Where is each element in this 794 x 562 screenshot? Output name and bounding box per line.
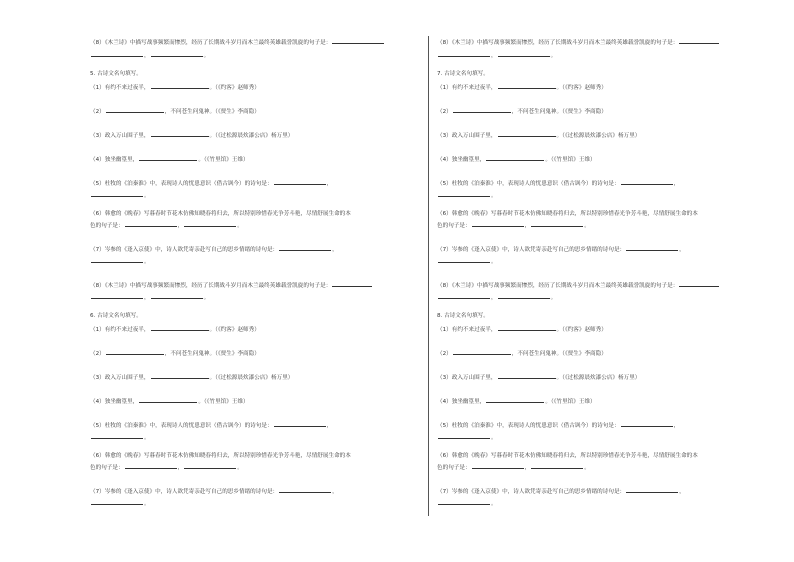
answer-blank[interactable] — [679, 281, 719, 287]
question-5-5-cont: 。 — [90, 191, 150, 200]
answer-blank[interactable] — [438, 257, 490, 263]
question-8-prompt: （8）《木兰诗》中描写战事频繁而惨烈，经历了长期战斗岁月而木兰最终英雄载誉凯旋的句子是： — [90, 38, 385, 47]
answer-blank[interactable] — [91, 191, 143, 197]
answer-blank[interactable] — [151, 293, 203, 299]
answer-blank[interactable] — [531, 221, 583, 227]
section-5-heading: 5. 古诗文名句填写。 — [90, 71, 142, 77]
question-6-3: （3）政入万山围子里， 。（《过松源晨炊漆公店》杨万里） — [90, 375, 294, 381]
answer-blank[interactable] — [472, 463, 524, 469]
answer-blank[interactable] — [498, 293, 550, 299]
answer-blank[interactable] — [91, 51, 143, 57]
answer-blank[interactable] — [486, 397, 544, 403]
question-5-5: （5）杜牧的《泊秦淮》中，表现诗人的忧患意识（借古讽今）的诗句是： ， — [90, 181, 333, 187]
answer-blank[interactable] — [106, 349, 164, 355]
answer-blank[interactable] — [472, 221, 524, 227]
question-5-3: （3）政入万山围子里， 。（《过松源晨炊漆公店》杨万里） — [90, 133, 294, 139]
answer-blank[interactable] — [274, 421, 326, 427]
question-7-8: （8）《木兰诗》中描写战事频繁而惨烈，经历了长期战斗岁月而木兰最终英雄载誉凯旋的句子是： — [437, 281, 720, 290]
answer-blank[interactable] — [151, 131, 209, 137]
answer-blank[interactable] — [184, 221, 236, 227]
question-6-5: （5）杜牧的《泊秦淮》中，表现诗人的忧患意识（借古讽今）的诗句是： ， — [90, 423, 333, 429]
question-6-2: （2） ，不问苍生问鬼神。（《贾生》李商隐） — [90, 351, 260, 357]
answer-blank[interactable] — [498, 373, 556, 379]
question-5-7: （7）岑参的《逢入京使》中，诗人欲凭寄亲赴写自己的思乡情绪的诗句是： ， — [90, 247, 338, 253]
section-6-heading: 6. 古诗文名句填写。 — [90, 313, 142, 319]
answer-blank[interactable] — [151, 83, 209, 89]
question-7-6-cont: 色的句子是： ， 。 — [437, 223, 590, 229]
answer-blank[interactable] — [332, 281, 372, 287]
answer-blank[interactable] — [438, 433, 490, 439]
column-divider — [428, 36, 429, 516]
question-7-1: （1）有约不来过夜半， 。（《约客》赵师秀） — [437, 85, 607, 91]
question-7-5-cont: 。 — [437, 191, 497, 200]
question-7-7: （7）岑参的《逢入京使》中，诗人欲凭寄亲赴写自己的思乡情绪的诗句是： ， — [437, 247, 685, 253]
answer-blank[interactable] — [453, 349, 511, 355]
answer-blank[interactable] — [626, 245, 678, 251]
question-5-2: （2） ，不问苍生问鬼神。（《贾生》李商隐） — [90, 109, 260, 115]
answer-blank[interactable] — [91, 293, 143, 299]
question-8-answer-line: ， 。 — [437, 51, 556, 60]
section-7-heading: 7. 古诗文名句填写。 — [437, 71, 489, 77]
answer-blank[interactable] — [151, 325, 209, 331]
question-7-7-cont: 。 — [437, 257, 497, 266]
question-5-1: （1）有约不来过夜半， 。（《约客》赵师秀） — [90, 85, 260, 91]
answer-blank[interactable] — [125, 463, 177, 469]
question-8-7: （7）岑参的《逢入京使》中，诗人欲凭寄亲赴写自己的思乡情绪的诗句是： ， — [437, 489, 685, 495]
right-column — [437, 0, 757, 562]
question-6-6-cont: 色的句子是： ， 。 — [90, 465, 243, 471]
answer-blank[interactable] — [139, 155, 197, 161]
answer-blank[interactable] — [91, 433, 143, 439]
answer-blank[interactable] — [279, 487, 331, 493]
answer-blank[interactable] — [106, 107, 164, 113]
question-8-7-cont: 。 — [437, 499, 497, 508]
question-5-8: （8）《木兰诗》中描写战事频繁而惨烈，经历了长期战斗岁月而木兰最终英雄载誉凯旋的句子是： — [90, 281, 373, 290]
answer-blank[interactable] — [531, 463, 583, 469]
answer-blank[interactable] — [91, 257, 143, 263]
answer-blank[interactable] — [91, 499, 143, 505]
answer-blank[interactable] — [184, 463, 236, 469]
answer-blank[interactable] — [139, 397, 197, 403]
question-8-5-cont: 。 — [437, 433, 497, 442]
question-6-7-cont: 。 — [90, 499, 150, 508]
question-8-6: （6）韩愈的《晚春》写暮春时节花木仿佛知晓春将归去，所以特别珍惜春光争芳斗艳，尽情舒展生命的本 — [437, 453, 698, 459]
answer-blank[interactable] — [453, 107, 511, 113]
section-8-heading: 8. 古诗文名句填写。 — [437, 313, 489, 319]
answer-blank[interactable] — [438, 499, 490, 505]
question-7-8-cont: ， 。 — [437, 293, 556, 302]
answer-blank[interactable] — [679, 38, 719, 44]
answer-blank[interactable] — [332, 38, 384, 44]
question-6-5-cont: 。 — [90, 433, 150, 442]
answer-blank[interactable] — [621, 421, 673, 427]
question-5-7-cont: 。 — [90, 257, 150, 266]
answer-blank[interactable] — [438, 191, 490, 197]
question-5-6-cont: 色的句子是： ， 。 — [90, 223, 243, 229]
answer-blank[interactable] — [498, 325, 556, 331]
question-5-4: （4）独坐幽篁里， 。（《竹里馆》王维） — [90, 157, 249, 163]
question-8-2: （2） ，不问苍生问鬼神。（《贾生》李商隐） — [437, 351, 607, 357]
answer-blank[interactable] — [626, 487, 678, 493]
question-5-6: （6）韩愈的《晚春》写暮春时节花木仿佛知晓春将归去，所以特别珍惜春光争芳斗艳，尽情舒展生命的本 — [90, 211, 351, 217]
question-7-3: （3）政入万山围子里， 。（《过松源晨炊漆公店》杨万里） — [437, 133, 641, 139]
question-7-5: （5）杜牧的《泊秦淮》中，表现诗人的忧患意识（借古讽今）的诗句是： ， — [437, 181, 680, 187]
question-7-2: （2） ，不问苍生问鬼神。（《贾生》李商隐） — [437, 109, 607, 115]
question-7-6: （6）韩愈的《晚春》写暮春时节花木仿佛知晓春将归去，所以特别珍惜春光争芳斗艳，尽情舒展生命的本 — [437, 211, 698, 217]
question-6-6: （6）韩愈的《晚春》写暮春时节花木仿佛知晓春将归去，所以特别珍惜春光争芳斗艳，尽情舒展生命的本 — [90, 453, 351, 459]
answer-blank[interactable] — [498, 51, 550, 57]
question-6-4: （4）独坐幽篁里， 。（《竹里馆》王维） — [90, 399, 249, 405]
question-8-prompt: （8）《木兰诗》中描写战事频繁而惨烈，经历了长期战斗岁月而木兰最终英雄载誉凯旋的句子是： — [437, 38, 720, 47]
question-8-4: （4）独坐幽篁里， 。（《竹里馆》王维） — [437, 399, 596, 405]
question-6-1: （1）有约不来过夜半， 。（《约客》赵师秀） — [90, 327, 260, 333]
question-8-1: （1）有约不来过夜半， 。（《约客》赵师秀） — [437, 327, 607, 333]
question-8-3: （3）政入万山围子里， 。（《过松源晨炊漆公店》杨万里） — [437, 375, 641, 381]
question-8-answer-line: ， 。 — [90, 51, 209, 60]
answer-blank[interactable] — [438, 293, 490, 299]
question-8-5: （5）杜牧的《泊秦淮》中，表现诗人的忧患意识（借古讽今）的诗句是： ， — [437, 423, 680, 429]
answer-blank[interactable] — [151, 373, 209, 379]
question-7-4: （4）独坐幽篁里， 。（《竹里馆》王维） — [437, 157, 596, 163]
answer-blank[interactable] — [151, 51, 203, 57]
answer-blank[interactable] — [438, 51, 490, 57]
answer-blank[interactable] — [125, 221, 177, 227]
left-column — [90, 0, 410, 562]
answer-blank[interactable] — [621, 179, 673, 185]
answer-blank[interactable] — [486, 155, 544, 161]
answer-blank[interactable] — [498, 131, 556, 137]
answer-blank[interactable] — [498, 83, 556, 89]
answer-blank[interactable] — [279, 245, 331, 251]
question-8-6-cont: 色的句子是： ， 。 — [437, 465, 590, 471]
question-6-7: （7）岑参的《逢入京使》中，诗人欲凭寄亲赴写自己的思乡情绪的诗句是： ， — [90, 489, 338, 495]
answer-blank[interactable] — [274, 179, 326, 185]
question-5-8-cont: ， 。 — [90, 293, 209, 302]
